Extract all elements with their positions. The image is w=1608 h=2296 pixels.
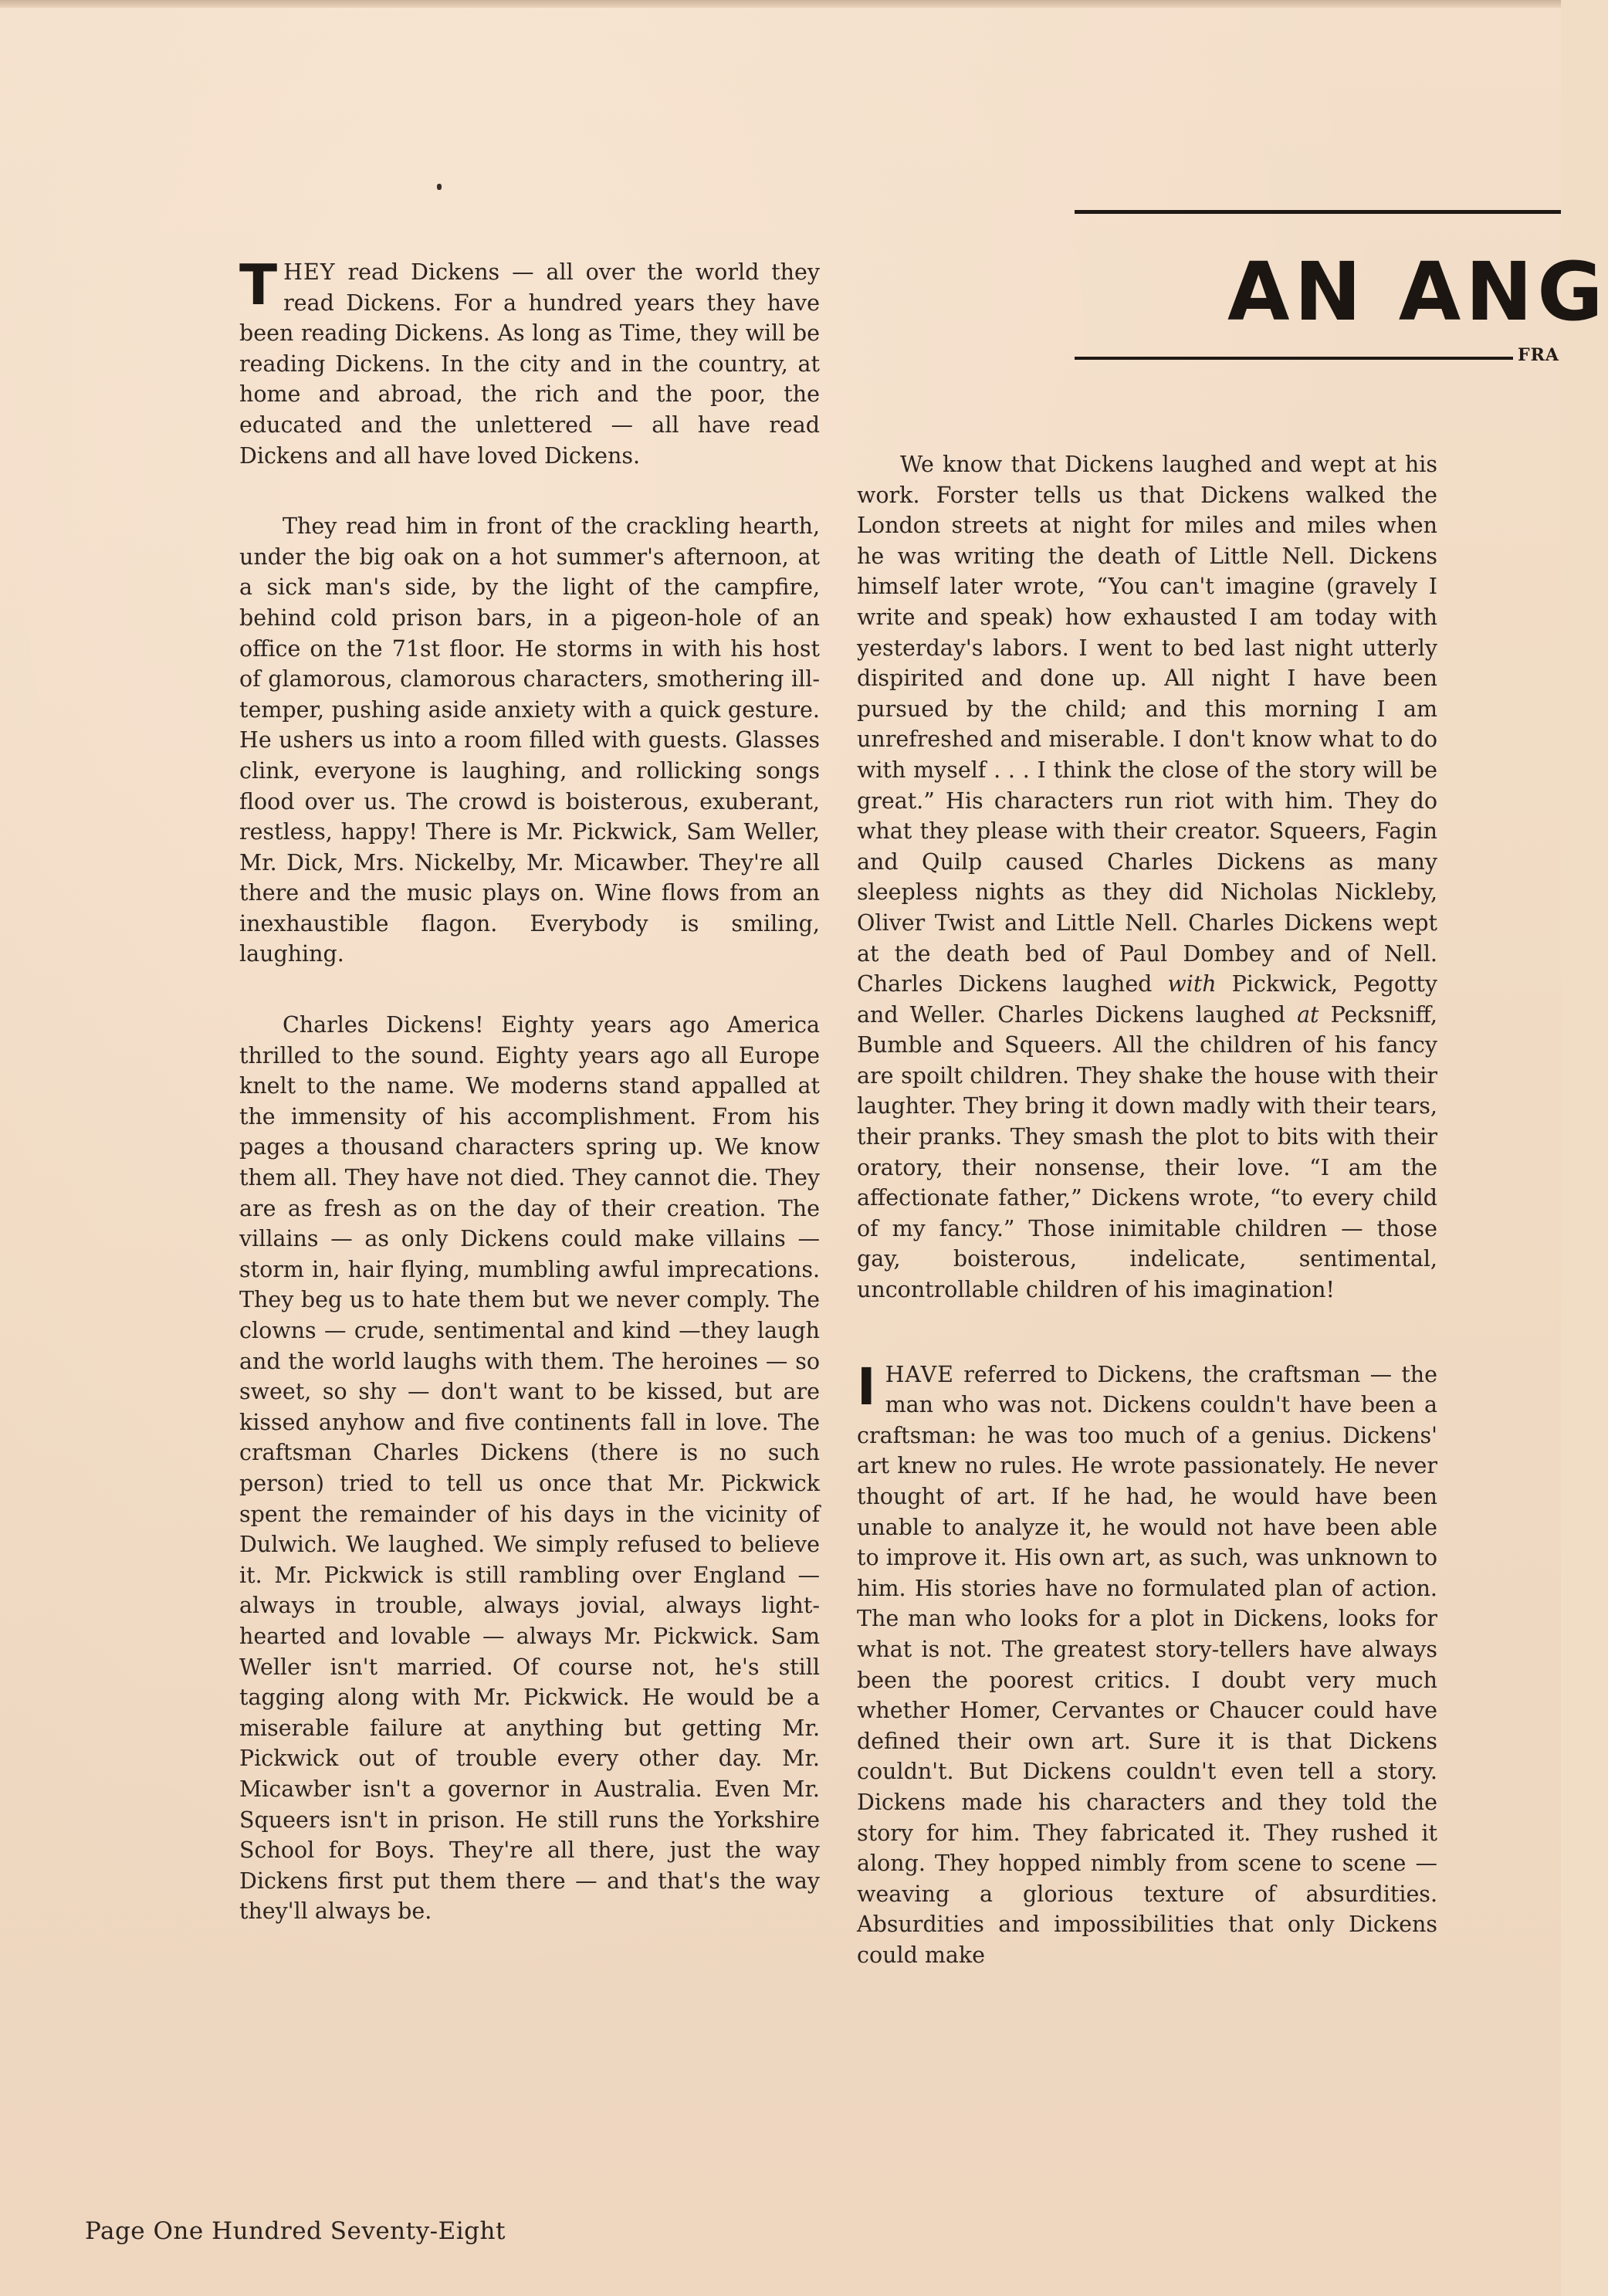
right-column [857, 449, 1437, 1971]
title-rule-bottom [1075, 357, 1513, 360]
right-paragraph-1 [857, 449, 1437, 1305]
emphasis-with: with [1167, 971, 1217, 997]
ink-speck [437, 184, 442, 190]
right-paragraph-2 [857, 1356, 1437, 1971]
page-number-footer: Page One Hundred Seventy-Eight [85, 2217, 506, 2245]
page-top-edge [0, 0, 1561, 8]
left-paragraph-2: They read him in front of the crackling hearth, under the big oak on a hot summer's afternoon, at a sick man's side, by the light of the campfire, behind cold prison bars, in a pigeon-hole of an office on the 71st floor. He storms in with his host of glamorous, clamorous characters, smothering ill-temper, pushing aside anxiety with a quick gesture. He ushers us into a room filled with guests. Glasses clink, everyone is laughing, and rollicking songs flood over us. The crowd is boisterous, exuberant, restless, happy! There is Mr. Pickwick, Sam Weller, Mr. Dick, Mrs. Nickelby, Mr. Micawber. They're all there and the music plays on. Wine flows from an inexhaustible flagon. Everybody is smiling, laughing. [239, 513, 820, 967]
title-rule-top [1075, 210, 1561, 214]
lead-in-caps: HEY [283, 259, 336, 285]
left-paragraph-3: Charles Dickens! Eighty years ago America thrilled to the sound. Eighty years ago all Europe knelt to the name. We moderns stand appalled at the immensity of his accomplishment. From his pages a thousand characters spring up. We know them all. They have not died. They cannot die. They are as fresh as on the day of their creation. The villains — as only Dickens could make villains — storm in, hair flying, mumbling awful imprecations. They beg us to hate them but we never comply. The clowns — crude, sentimental and kind —they laugh and the world laughs with them. The heroines — so sweet, so shy — don't want to be kissed, but are kissed anyhow and five continents fall in love. The craftsman Charles Dickens (there is no such person) tried to tell us once that Mr. Pickwick spent the remainder of his days in the vicinity of Dulwich. We laughed. We simply refused to believe it. Mr. Pickwick is still rambling over England — always in trouble, always jovial, always light-hearted and lovable — always Mr. Pickwick. Sam Weller isn't married. Of course not, he's still tagging along with Mr. Pickwick. He would be a miserable failure at anything but getting Mr. Pickwick out of trouble every other day. Mr. Micawber isn't a governor in Australia. Even Mr. Squeers isn't in prison. He still runs the Yorkshire School for Boys. They're all there, just the way Dickens first put them there — and that's the way they'll always be. [239, 1012, 820, 1925]
right-paragraph-2-text: referred to Dickens, the craftsman — the man who was not. Dickens couldn't have been a craftsman: he was too much of a genius. Dickens' art knew no rules. He wrote passionately. He never thought of art. If he had, he would have been unable to analyze it, he would not have been able to improve it. His own art, as such, was unknown to him. His stories have no formulated plan of action. The man who looks for a plot in Dickens, looks for what is not. The greatest story-tellers have always been the poorest critics. I doubt very much whether Homer, Cervantes or Chaucer could have defined their own art. Sure it is that Dickens couldn't. But Dickens couldn't even tell a story. Dickens made his characters and they told the story for him. They fabricated it. They rushed it along. They hopped nimbly from scene to scene — weaving a glorious texture of absurdities. Absurdities and impossibilities that only Dickens could make [857, 1361, 1437, 1968]
lead-in-caps-have: HAVE [885, 1361, 954, 1387]
drop-cap-i: I [857, 1356, 876, 1417]
article-title: AN ANG [1227, 245, 1608, 339]
right-paragraph-1-part-c: Pecksniff, Bumble and Squeers. All the children of his fancy are spoilt children. They shake the house with their laughter. They bring it down madly with their tears, their pranks. They smash the plot to bits with their oratory, their nonsense, their love. “I am the affectionate father,” Dickens wrote, “to every child of my fancy.” Those inimitable children — those gay, boisterous, indelicate, sentimental, uncontrollable children of his imagination! [857, 1001, 1437, 1303]
right-paragraph-1-part-b: Pickwick, Pegotty and Weller. Charles Dickens laughed [857, 971, 1437, 1028]
left-paragraph-1 [239, 252, 820, 471]
left-column [239, 252, 820, 1927]
drop-cap-t: T [239, 252, 278, 317]
emphasis-at: at [1297, 1001, 1319, 1028]
left-paragraph-1-text: read Dickens — all over the world they read Dickens. For a hundred years they have been reading Dickens. As long as Time, they will be reading Dickens. In the city and in the country, at home and abroad, the rich and the poor, the educated and the unlettered — all have read Dickens and all have loved Dickens. [239, 259, 820, 469]
right-paragraph-1-part-a: We know that Dickens laughed and wept at his work. Forster tells us that Dickens walked the London streets at night for miles and miles when he was writing the death of Little Nell. Dickens himself later wrote, “You can't imagine (gravely I write and speak) how exhausted I am today with yesterday's labors. I went to bed last night utterly dispirited and done up. All night I have been pursued by the child; and this morning I am unrefreshed and miserable. I don't know what to do with myself . . . I think the close of the story will be great.” His characters run riot with him. They do what they please with their creator. Squeers, Fagin and Quilp caused Charles Dickens as many sleepless nights as they did Nicholas Nickleby, Oliver Twist and Little Nell. Charles Dickens wept at the death bed of Paul Dombey and of Nell. Charles Dickens laughed [857, 452, 1437, 997]
article-byline: FRA [1518, 345, 1559, 365]
